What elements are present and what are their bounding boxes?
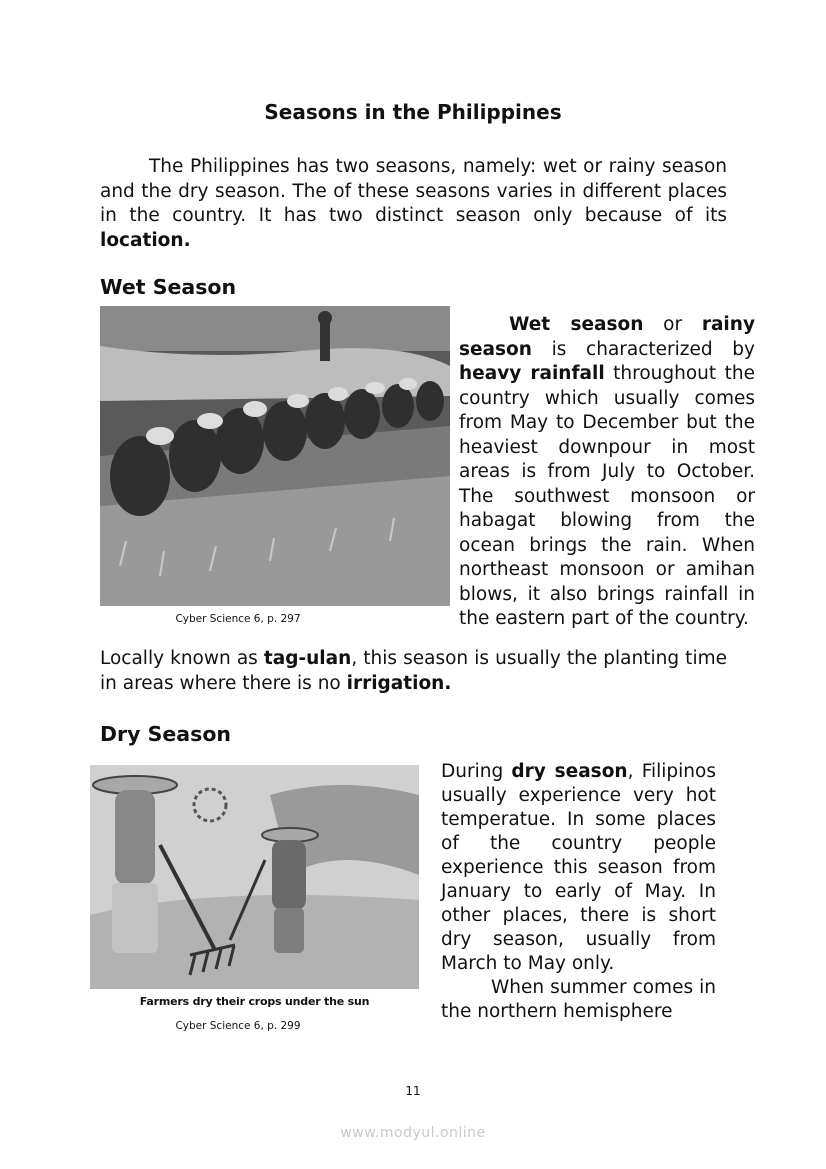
wet-season-bold: Wet season — [509, 314, 644, 335]
dry-season-paragraph: During dry season, Filipinos usually experience very hot temperatue. In some places of the country people experience this season from January to early of May. In other places, there is short dry season, usually from March to May only. — [441, 761, 716, 974]
dry-image-title: Farmers dry their crops under the sun — [139, 995, 370, 1008]
farmers-drying-illustration — [90, 765, 419, 989]
wet-season-heading: Wet Season — [100, 275, 237, 299]
summer-paragraph: When summer comes in the northern hemisphere — [441, 977, 716, 1022]
dry-season-bold: dry season — [511, 761, 628, 782]
dry-season-image — [90, 765, 419, 989]
dry-image-caption: Cyber Science 6, p. 299 — [175, 1020, 301, 1032]
wet-season-paragraph: Wet season or rainy season is characterized by heavy rainfall throughout the country which usually comes from May to December but the heaviest downpour in most areas is from July to October. The southwest monsoon or habagat blowing from the ocean brings the rain. When northeast monsoon or amihan blows, it also brings rainfall in the eastern part of the country. — [459, 314, 756, 629]
dry-season-heading: Dry Season — [100, 722, 232, 746]
page-title: Seasons in the Philippines — [264, 100, 562, 124]
tag-ulan-bold: tag-ulan — [263, 648, 352, 669]
page-number: 11 — [405, 1084, 421, 1098]
irrigation-bold: irrigation. — [346, 672, 452, 694]
wet-image-caption: Cyber Science 6, p. 297 — [175, 613, 301, 625]
rainy-season-bold: rainy season — [459, 314, 756, 360]
intro-bold-location: location. — [100, 229, 191, 251]
heavy-rainfall-bold: heavy rainfall — [459, 363, 605, 384]
intro-paragraph — [100, 155, 727, 253]
watermark: www.modyul.online — [340, 1125, 486, 1141]
wet-season-image — [100, 306, 450, 606]
intro-text: The Philippines has two seasons, namely: wet or rainy season and the dry season. The of these seasons varies in different places in the country. It has two distinct season only because of its — [100, 156, 727, 226]
rice-planting-illustration — [100, 306, 450, 606]
tag-ulan-paragraph: Locally known as tag-ulan, this season is usually the planting time in areas where there is no irrigation. — [100, 648, 727, 694]
